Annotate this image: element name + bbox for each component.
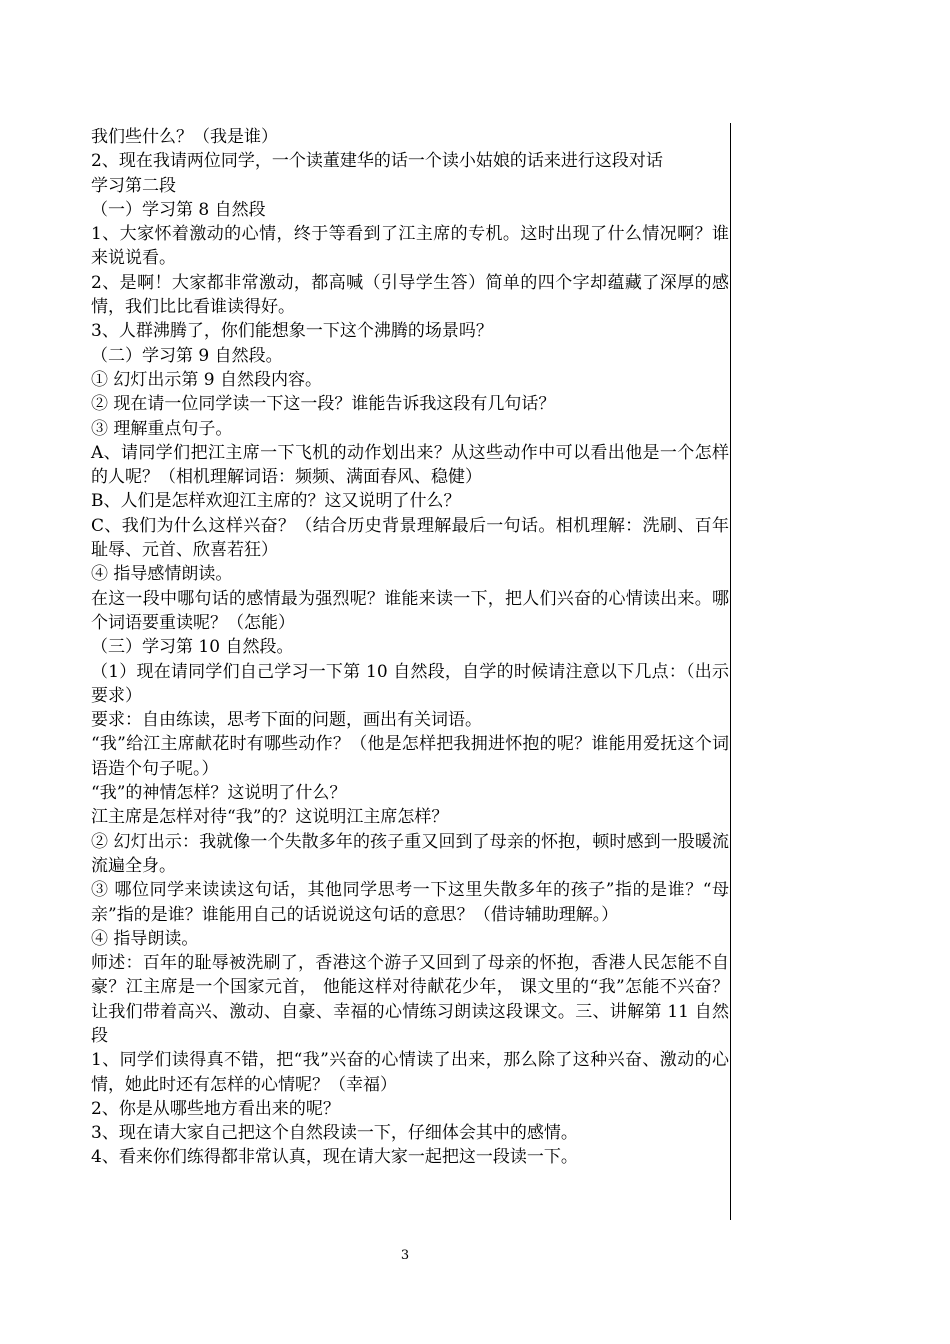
lesson-plan-text <box>91 125 729 1170</box>
paragraph: 我们些什么？（我是谁） <box>91 127 278 147</box>
paragraph: A、请同学们把江主席一下飞机的动作划出来？从这些动作中可以看出他是一个怎样的人呢？（相机理解词语：频频、满面春风、稳健） <box>91 442 729 488</box>
paragraph: 1、同学们读得真不错，把“我”兴奋的心情读了出来，那么除了这种兴奋、激动的心情，她此时还有怎样的心情呢？（幸福） <box>91 1050 729 1095</box>
paragraph: ① 幻灯出示第 9 自然段内容。 <box>91 369 323 390</box>
section-heading: 学习第二段 <box>91 175 176 196</box>
paragraph: 师述：百年的耻辱被洗刷了，香港这个游子又回到了母亲的怀抱，香港人民怎能不自豪？江主席是一个国家元首， 他能这样对待献花少年， 课文里的“我”怎能不兴奋？让我们带着高兴、激动、自豪、幸福的心情练习朗读这段课文。三、讲解第 11 自然段 <box>91 953 729 1046</box>
paragraph: ③ 理解重点句子。 <box>91 418 233 439</box>
table-border-line <box>730 123 731 1220</box>
paragraph: ③ 哪位同学来读读这句话，其他同学思考一下这里失散多年的孩子”指的是谁？“母亲”指的是谁？谁能用自己的话说说这句话的意思？（借诗辅助理解。） <box>91 880 729 925</box>
paragraph: “我”的神情怎样？这说明了什么？ <box>91 783 347 804</box>
paragraph: （1）现在请同学们自己学习一下第 10 自然段，自学的时候请注意以下几点：（出示要求） <box>91 661 729 706</box>
paragraph: 1、大家怀着激动的心情，终于等看到了江主席的专机。这时出现了什么情况啊？谁来说说看。 <box>91 224 729 269</box>
paragraph: ④ 指导朗读。 <box>91 928 199 949</box>
paragraph: “我”给江主席献花时有哪些动作？（他是怎样把我拥进怀抱的呢？谁能用爱抚这个词语造个句子呢。） <box>91 734 729 779</box>
paragraph: 3、人群沸腾了，你们能想象一下这个沸腾的场景吗？ <box>91 321 493 342</box>
paragraph: ④ 指导感情朗读。 <box>91 564 233 585</box>
subsection-heading: （二）学习第 9 自然段。 <box>91 345 283 366</box>
paragraph: C、我们为什么这样兴奋？（结合历史背景理解最后一句话。相机理解：洗刷、百年耻辱、元首、欣喜若狂） <box>91 515 729 561</box>
paragraph: ② 现在请一位同学读一下这一段？谁能告诉我这段有几句话？ <box>91 394 556 415</box>
paragraph: 3、现在请大家自己把这个自然段读一下，仔细体会其中的感情。 <box>91 1123 578 1144</box>
paragraph: 2、是啊！大家都非常激动，都高喊（引导学生答）简单的四个字却蕴藏了深厚的感情，我们比比看谁读得好。 <box>91 272 729 318</box>
paragraph: 在这一段中哪句话的感情最为强烈呢？谁能来读一下，把人们兴奋的心情读出来。哪个词语要重读呢？（怎能） <box>91 588 729 633</box>
paragraph: ② 幻灯出示：我就像一个失散多年的孩子重又回到了母亲的怀抱，顿时感到一股暖流流遍全身。 <box>91 831 729 876</box>
paragraph: 2、你是从哪些地方看出来的呢？ <box>91 1098 340 1119</box>
paragraph: 2、现在我请两位同学，一个读董建华的话一个读小姑娘的话来进行这段对话 <box>91 151 663 172</box>
page-number: 3 <box>400 1248 410 1263</box>
paragraph: 要求：自由练读，思考下面的问题，画出有关词语。 <box>91 710 482 731</box>
paragraph: B、人们是怎样欢迎江主席的？这又说明了什么？ <box>91 491 461 512</box>
paragraph: 4、看来你们练得都非常认真，现在请大家一起把这一段读一下。 <box>91 1147 578 1168</box>
paragraph: 江主席是怎样对待“我”的？这说明江主席怎样？ <box>91 807 449 828</box>
subsection-heading: （三）学习第 10 自然段。 <box>91 637 294 658</box>
subsection-heading: （一）学习第 8 自然段 <box>91 199 266 220</box>
